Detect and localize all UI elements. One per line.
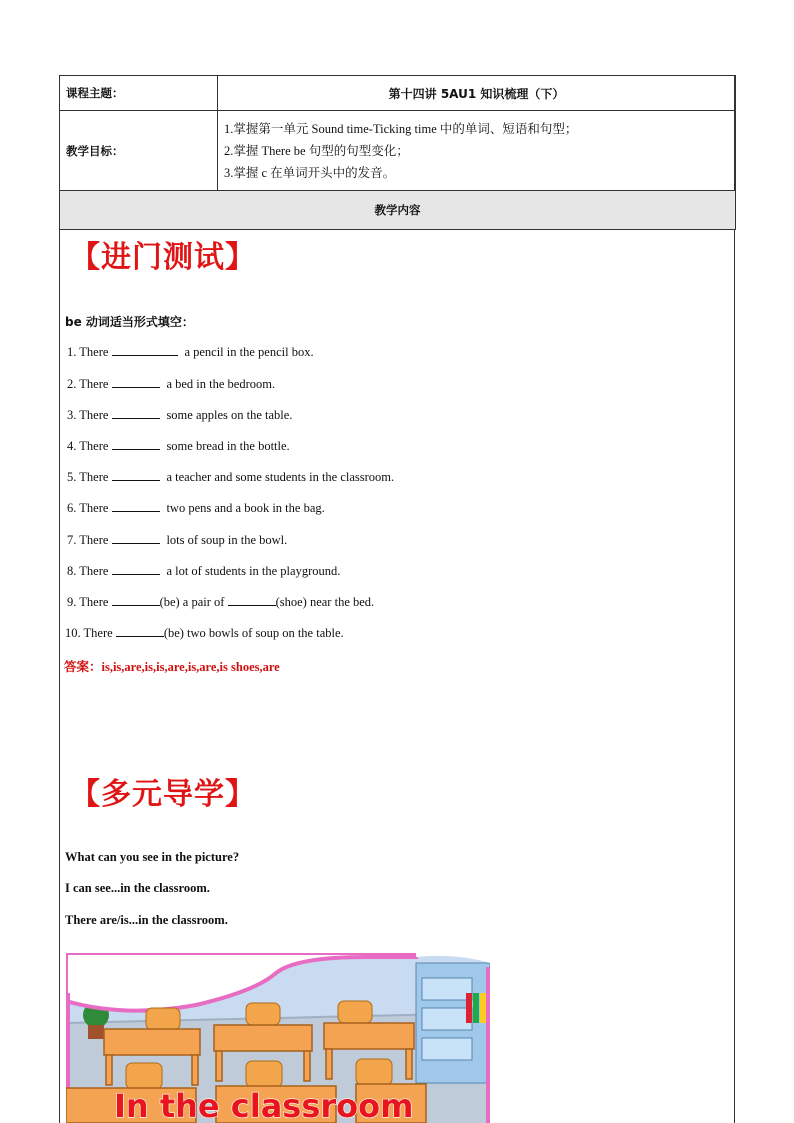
question-number: 10. (65, 626, 81, 640)
question-there: There (79, 345, 109, 359)
question-number: 3. (67, 408, 77, 422)
question-text: some apples on the table. (166, 408, 293, 422)
question-item (67, 532, 287, 548)
question-there: There (79, 439, 109, 453)
classroom-picture (66, 953, 490, 1123)
question-text: some bread in the bottle. (166, 439, 290, 453)
goal-item: 3.掌握 c 在单词开头中的发音。 (224, 165, 396, 180)
question-text: (shoe) near the bed. (275, 595, 375, 609)
topic-label: 课程主题： (60, 76, 218, 111)
content-label: 教学内容 (60, 191, 736, 230)
question-number: 5. (67, 470, 77, 484)
answer-blank[interactable] (116, 625, 164, 637)
question-item (67, 594, 374, 610)
question-text: two pens and a book in the bag. (166, 501, 325, 515)
instruction: be 动词适当形式填空： (65, 315, 194, 329)
question-number: 8. (67, 564, 77, 578)
prompt-line: What can you see in the picture? (65, 850, 240, 864)
question-text: a lot of students in the playground. (166, 564, 341, 578)
question-there: There (83, 626, 113, 640)
question-number: 7. (67, 533, 77, 547)
answer-blank[interactable] (112, 344, 178, 356)
picture-caption: In the classroom (114, 1087, 414, 1123)
question-text: (be) two bowls of soup on the table. (163, 626, 344, 640)
goal-item: 2.掌握 There be 句型的句型变化； (224, 143, 409, 158)
question-text: a pencil in the pencil box. (184, 345, 314, 359)
question-text: lots of soup in the bowl. (166, 533, 288, 547)
question-item (67, 500, 325, 516)
answer-blank[interactable] (112, 376, 160, 388)
question-there: There (79, 470, 109, 484)
section-title-entry-test: 【进门测试】 (70, 240, 256, 275)
answer-blank[interactable] (112, 532, 160, 544)
question-item (67, 376, 275, 392)
section-title-guided-learning: 【多元导学】 (70, 777, 256, 812)
goals-list (218, 111, 736, 191)
answer-blank[interactable] (112, 500, 160, 512)
question-number: 1. (67, 345, 77, 359)
answer-blank[interactable] (112, 563, 160, 575)
question-there: There (79, 533, 109, 547)
goals-label: 教学目标： (60, 111, 218, 191)
question-number: 4. (67, 439, 77, 453)
question-text: a bed in the bedroom. (166, 377, 276, 391)
topic-value: 第十四讲 5AU1 知识梳理（下） (218, 76, 736, 111)
prompt-line: I can see...in the classroom. (65, 881, 210, 895)
answer-blank[interactable] (112, 438, 160, 450)
goal-item: 1.掌握第一单元 Sound time-Ticking time 中的单词、短语和句型； (224, 121, 578, 136)
question-there: There (79, 595, 109, 609)
prompt-line: There are/is...in the classroom. (65, 913, 228, 927)
question-item (67, 469, 394, 485)
answer-blank[interactable] (112, 407, 160, 419)
answer-blank[interactable] (112, 594, 160, 606)
answer-blank[interactable] (228, 594, 276, 606)
question-there: There (79, 377, 109, 391)
question-text: a teacher and some students in the classroom. (166, 470, 395, 484)
question-there: There (79, 408, 109, 422)
question-there: There (79, 501, 109, 515)
question-item (67, 344, 314, 360)
question-text: (be) a pair of (159, 595, 225, 609)
answer-blank[interactable] (112, 469, 160, 481)
question-item (67, 438, 290, 454)
question-number: 9. (67, 595, 77, 609)
question-item (65, 625, 344, 641)
question-there: There (79, 564, 109, 578)
question-item (67, 407, 292, 423)
lesson-header-table (59, 75, 736, 230)
question-number: 2. (67, 377, 77, 391)
question-number: 6. (67, 501, 77, 515)
question-item (67, 563, 340, 579)
answer-key: 答案：is,is,are,is,is,are,is,are,is shoes,are (64, 660, 280, 674)
